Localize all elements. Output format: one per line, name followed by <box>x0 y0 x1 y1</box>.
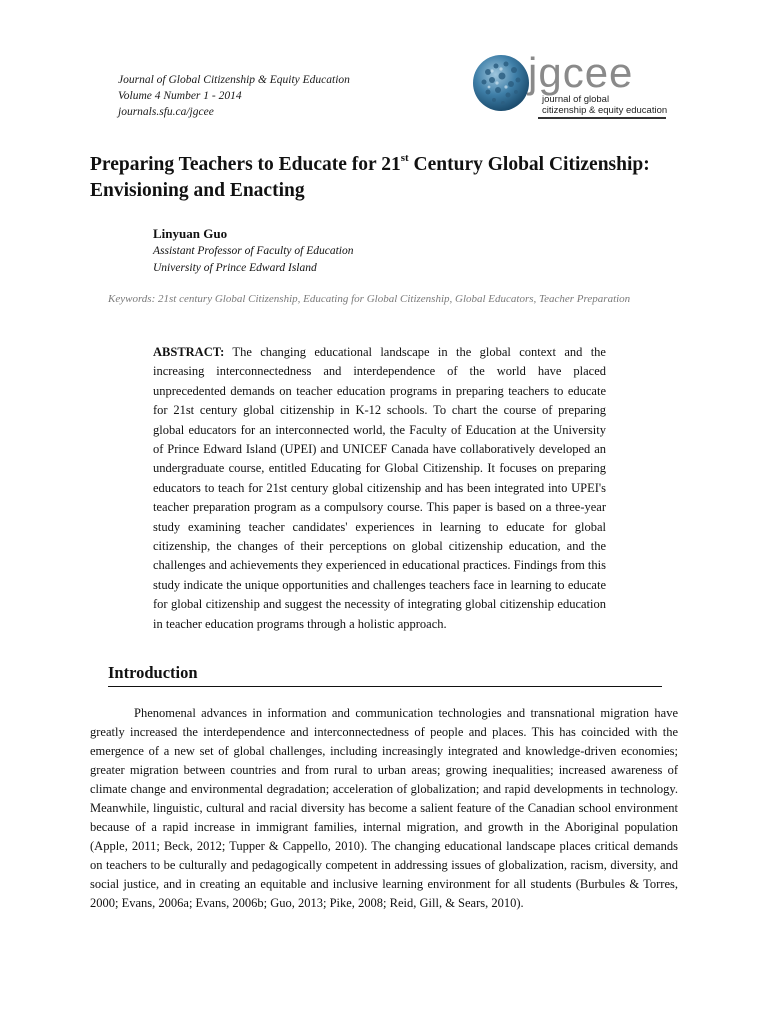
logo-subtitle-1: journal of global <box>542 94 610 105</box>
title-part2: Century Global Citizenship: Envisioning and Enacting <box>90 154 650 201</box>
journal-info <box>118 72 350 120</box>
title-sup: st <box>400 152 409 164</box>
abstract <box>153 343 606 634</box>
author-institution: University of Prince Edward Island <box>153 262 317 274</box>
globe-icon <box>470 52 532 114</box>
journal-name: Journal of Global Citizenship & Equity Education <box>118 74 350 86</box>
logo-rule <box>538 117 666 119</box>
journal-logo <box>466 48 666 120</box>
logo-wordmark: jgcee <box>528 49 634 96</box>
section-rule <box>108 686 662 687</box>
intro-paragraph: Phenomenal advances in information and communication technologies and transnational migration have greatly increased the interdependence and interconnectedness of people and places. This has coincided with the emergence of a new set of global challenges, including increasingly integrated and knowledge-driven economies; greater migration between countries and from rural to urban areas; growing inequalities; increased awareness of climate change and environmental degradation; acceleration of globalization; and rapid developments in technology. Meanwhile, linguistic, cultural and racial diversity has become a salient feature of the Canadian school environment because of a rapid increase in immigrant families, internal migration, and growth in the Aboriginal population (Apple, 2011; Beck, 2012; Tupper & Cappello, 2010). The changing educational landscape places critical demands on teachers to be culturally and pedagogically competent in addressing issues of globalization, racism, diversity, and social justice, and in creating an equitable and inclusive learning environment for all students (Burbules & Torres, 2000; Evans, 2006a; Evans, 2006b; Guo, 2013; Pike, 2008; Reid, Gill, & Sears, 2010). <box>90 706 678 910</box>
journal-volume: Volume 4 Number 1 - 2014 <box>118 90 242 102</box>
journal-url[interactable]: journals.sfu.ca/jgcee <box>118 106 214 118</box>
logo-subtitle-2: citizenship & equity education <box>542 105 668 116</box>
paper-title <box>90 152 690 204</box>
author-name: Linyuan Guo <box>153 226 228 241</box>
author-position: Assistant Professor of Faculty of Education <box>153 245 354 257</box>
abstract-label: ABSTRACT: <box>153 345 225 359</box>
abstract-text: The changing educational landscape in the global context and the increasing interconnectedness and interdependence of the world have placed unprecedented demands on teacher education programs in preparing teachers to educate for 21st century global citizenship in K-12 schools. To chart the course of preparing global educators for an interconnected world, the Faculty of Education at the University of Prince Edward Island (UPEI) and UNICEF Canada have collaboratively developed an undergraduate course, entitled Educating for Global Citizenship. It focuses on preparing educators to teach for 21st century global citizenship and has been integrated into UPEI's teacher preparation program as a compulsory course. This paper is based on a three-year study examining teacher candidates' experiences in learning to educate for global citizenship, the changes of their perceptions on global citizenship education, and the challenges and achievements they experienced in educational practices. Findings from this study indicate the unique opportunities and challenges teachers face in learning to educate for global citizenship and suggest the necessity of integrating global citizenship education in teacher education programs through a holistic approach. <box>153 345 606 631</box>
title-part1: Preparing Teachers to Educate for 21 <box>90 154 401 175</box>
section-heading-introduction: Introduction <box>108 663 198 682</box>
keywords: Keywords: 21st century Global Citizenship, Educating for Global Citizenship, Global Educators, Teacher Preparation <box>108 293 631 305</box>
